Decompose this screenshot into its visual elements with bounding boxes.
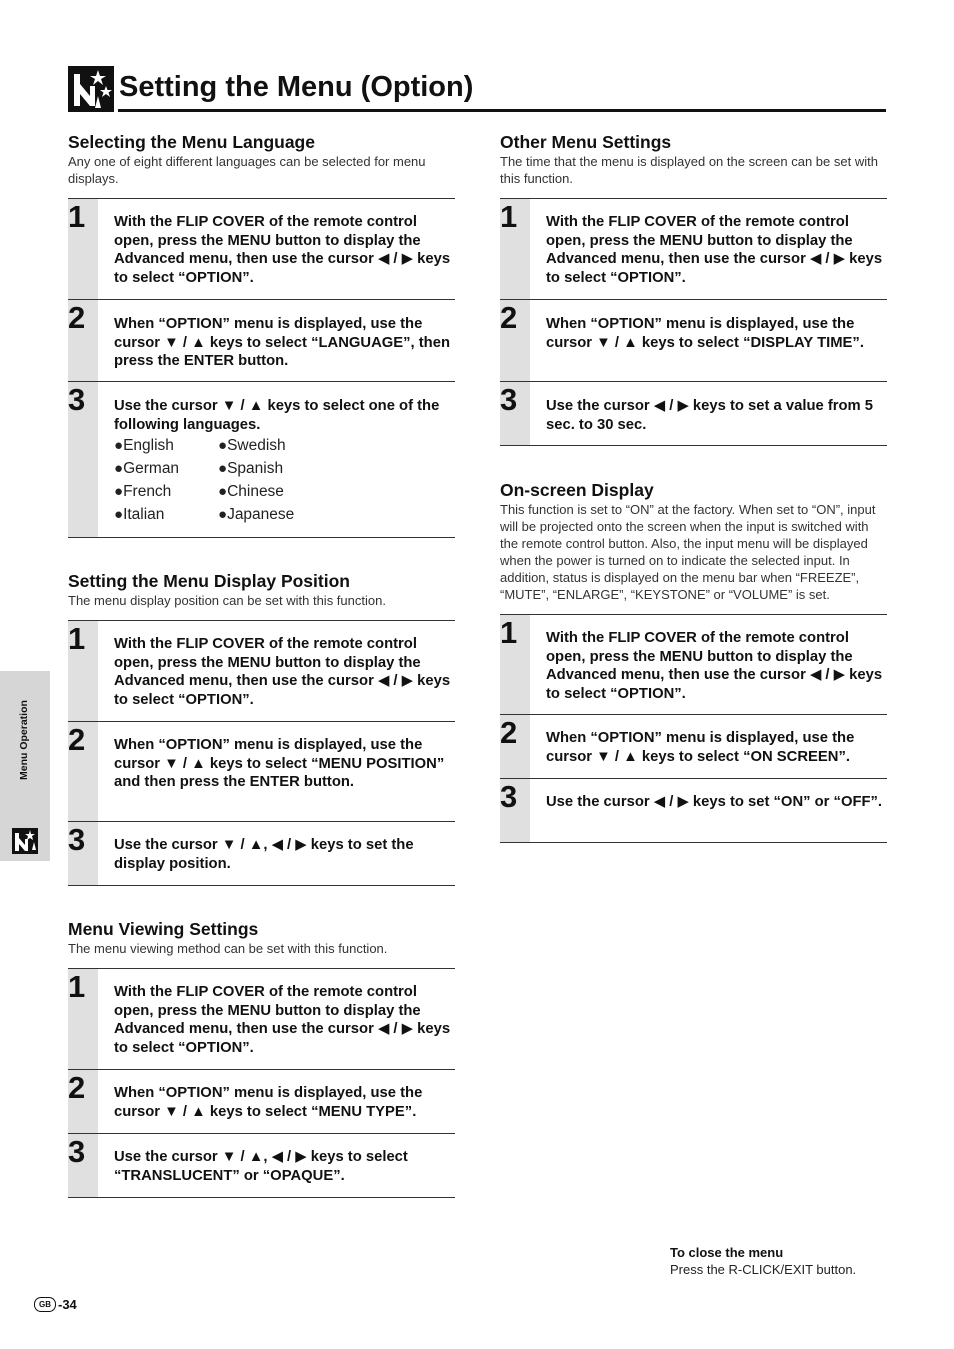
step-text: With the FLIP COVER of the remote control open, press the MENU button to display the Advanced menu, then use the cursor ◀ / ▶ keys to select “OPTION”. [114, 214, 451, 286]
language-item: ● Italian [114, 505, 218, 524]
step-2 [500, 300, 887, 382]
step-3 [500, 382, 887, 446]
section-heading: Selecting the Menu Language [68, 132, 315, 152]
step-text: With the FLIP COVER of the remote control open, press the MENU button to display the Advanced menu, then use the cursor ◀ / ▶ keys to select “OPTION”. [114, 636, 451, 708]
page-number [34, 1297, 77, 1312]
step-number: 1 [500, 199, 518, 234]
step-number: 2 [500, 300, 518, 335]
step-text: When “OPTION” menu is displayed, use the cursor ▼ / ▲ keys to select “MENU POSITION” and then press the ENTER button. [114, 737, 445, 790]
language-item: ● Chinese [218, 482, 322, 501]
step-3 [68, 382, 455, 538]
step-text: When “OPTION” menu is displayed, use the cursor ▼ / ▲ keys to select “MENU TYPE”. [114, 1085, 423, 1120]
step-number: 3 [68, 1134, 86, 1169]
step-number: 3 [500, 382, 518, 417]
title-underline [118, 109, 886, 112]
step-number: 2 [68, 300, 86, 335]
language-item: ● Swedish [218, 436, 322, 455]
step-number-band [68, 382, 98, 537]
step-1 [68, 969, 455, 1070]
right-column [500, 131, 887, 843]
language-item: ● English [114, 436, 218, 455]
step-number: 3 [68, 822, 86, 857]
step-1 [68, 621, 455, 722]
section-description: The menu viewing method can be set with this function. [68, 941, 388, 956]
step-text: With the FLIP COVER of the remote control open, press the MENU button to display the Advanced menu, then use the cursor ◀ / ▶ keys to select “OPTION”. [546, 214, 883, 286]
step-number: 3 [68, 382, 86, 417]
step-number-band [68, 1134, 98, 1197]
step-number-band [68, 300, 98, 381]
step-2 [68, 722, 455, 822]
step-1 [500, 615, 887, 715]
step-text: When “OPTION” menu is displayed, use the cursor ▼ / ▲ keys to select “LANGUAGE”, then press the ENTER button. [114, 316, 450, 369]
step-number-band [68, 1070, 98, 1133]
step-3 [68, 1134, 455, 1198]
step-2 [68, 300, 455, 382]
section-menu-viewing [68, 918, 455, 1198]
step-number: 3 [500, 779, 518, 814]
step-1 [500, 199, 887, 300]
step-text: With the FLIP COVER of the remote control open, press the MENU button to display the Advanced menu, then use the cursor ◀ / ▶ keys to select “OPTION”. [114, 984, 451, 1056]
section-other-menu-settings [500, 131, 887, 446]
step-number-band [68, 199, 98, 299]
step-3 [68, 822, 455, 886]
language-item: ● German [114, 459, 218, 478]
language-list [114, 436, 455, 524]
section-description: This function is set to “ON” at the factory. When set to “ON”, input will be projected onto the screen when the input is switched with the remote control button. Also, the input menu will be displayed when the power is turned on to indicate the selected input. In addition, status is displayed on the menu bar when “FREEZE”, “MUTE”, “ENLARGE”, “KEYSTONE” or “VOLUME” is set. [500, 502, 876, 602]
region-badge: GB [34, 1297, 56, 1312]
note-text: Press the R-CLICK/EXIT button. [670, 1262, 857, 1277]
section-description: The time that the menu is displayed on the screen can be set with this function. [500, 154, 878, 186]
step-number-band [68, 621, 98, 721]
language-item: ● French [114, 482, 218, 501]
step-number: 2 [68, 722, 86, 757]
step-number: 1 [68, 199, 86, 234]
step-number-band [500, 382, 530, 445]
step-2 [68, 1070, 455, 1134]
step-number-band [68, 722, 98, 821]
section-menu-language [68, 131, 455, 538]
language-item: ● Japanese [218, 505, 322, 524]
step-list [500, 198, 887, 446]
step-number-band [500, 199, 530, 299]
step-list [500, 614, 887, 843]
step-number-band [500, 715, 530, 778]
step-number: 1 [68, 969, 86, 1004]
step-number-band [68, 822, 98, 885]
note-heading: To close the menu [670, 1245, 784, 1260]
step-number: 1 [68, 621, 86, 656]
step-text: Use the cursor ◀ / ▶ keys to set “ON” or “OFF”. [546, 794, 883, 810]
step-2 [500, 715, 887, 779]
section-heading: Menu Viewing Settings [68, 919, 259, 939]
page-number-text: -34 [58, 1297, 77, 1312]
step-1 [68, 199, 455, 300]
step-number-band [500, 615, 530, 714]
section-heading: On-screen Display [500, 480, 654, 500]
step-list [68, 198, 455, 538]
step-number: 2 [68, 1070, 86, 1105]
step-number: 1 [500, 615, 518, 650]
section-description: Any one of eight different languages can be selected for menu displays. [68, 154, 426, 186]
section-description: The menu display position can be set with this function. [68, 593, 386, 608]
close-menu-note [670, 1244, 900, 1278]
step-list [68, 620, 455, 886]
step-text: Use the cursor ▼ / ▲ keys to select one of the following languages. [114, 398, 440, 433]
step-number-band [500, 779, 530, 842]
language-item: ● Spanish [218, 459, 322, 478]
step-text: When “OPTION” menu is displayed, use the cursor ▼ / ▲ keys to select “DISPLAY TIME”. [546, 316, 864, 351]
section-heading: Setting the Menu Display Position [68, 571, 350, 591]
step-number: 2 [500, 715, 518, 750]
page-header [68, 66, 886, 112]
menu-option-icon [68, 66, 114, 112]
step-text: When “OPTION” menu is displayed, use the cursor ▼ / ▲ keys to select “ON SCREEN”. [546, 730, 855, 765]
section-menu-display-position [68, 570, 455, 886]
step-number-band [68, 969, 98, 1069]
chapter-tab-label: Menu Operation [18, 700, 30, 780]
step-text: Use the cursor ◀ / ▶ keys to set a value from 5 sec. to 30 sec. [546, 398, 874, 433]
step-number-band [500, 300, 530, 381]
section-heading: Other Menu Settings [500, 132, 672, 152]
step-list [68, 968, 455, 1198]
menu-operation-icon [12, 828, 38, 854]
step-text: Use the cursor ▼ / ▲, ◀ / ▶ keys to set the display position. [114, 837, 414, 872]
step-text: Use the cursor ▼ / ▲, ◀ / ▶ keys to select “TRANSLUCENT” or “OPAQUE”. [114, 1149, 408, 1184]
section-on-screen-display [500, 479, 887, 843]
left-column [68, 131, 455, 1198]
step-text: With the FLIP COVER of the remote control open, press the MENU button to display the Advanced menu, then use the cursor ◀ / ▶ keys to select “OPTION”. [546, 630, 883, 702]
page-title: Setting the Menu (Option) [119, 71, 474, 103]
step-3 [500, 779, 887, 843]
